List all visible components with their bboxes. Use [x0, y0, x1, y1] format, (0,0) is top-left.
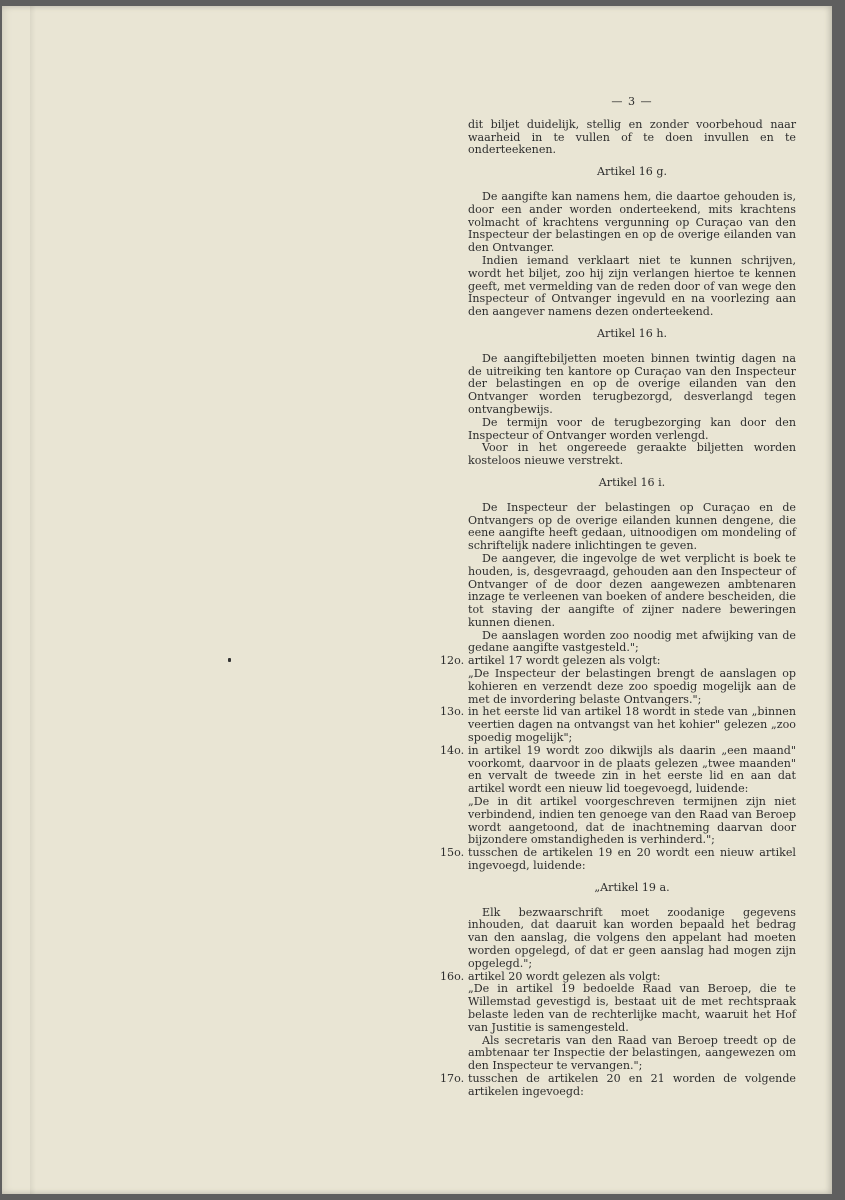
amendment-text: in artikel 19 wordt zoo dikwijls als daarin „een maand" voorkomt, daarvoor in de plaats gelezen „twee maanden" en vervalt de tweede zin in het eerste lid en aan dat artikel wordt een nieuw lid toegevoegd, luidende: — [468, 743, 796, 796]
paragraph: dit biljet duidelijk, stellig en zonder voorbehoud naar waarheid in te vullen of te doen invullen en te onderteekenen. — [468, 117, 796, 157]
paragraph: Indien iemand verklaart niet te kunnen schrijven, wordt het biljet, zoo hij zijn verlangen hiertoe te kennen geeft, met vermelding van de reden door of van wege den Inspecteur of Ontvanger ingevuld en na voorlezing aan den aangever namens dezen onderteekend. — [468, 253, 796, 319]
numbered-amendment — [440, 969, 796, 984]
paragraph: Als secretaris van den Raad van Beroep treedt op de ambtenaar ter Inspectie der belastingen, aangewezen om den Inspecteur te vervangen."; — [468, 1033, 796, 1073]
page-fold-shadow — [30, 6, 36, 1194]
paragraph: De aangiftebiljetten moeten binnen twintig dagen na de uitreiking ten kantore op Curaçao van den Inspecteur der belastingen en op de overige eilanden van den Ontvanger worden terugbezorgd, desverlangd tegen ontvangbewijs. — [468, 351, 796, 416]
paragraph: „De Inspecteur der belastingen brengt de aanslagen op kohieren en verzendt deze zoo spoedig mogelijk aan de met de invordering belaste Ontvangers."; — [468, 667, 796, 706]
amendment-text: tusschen de artikelen 19 en 20 wordt een nieuw artikel ingevoegd, luidende: — [468, 846, 796, 873]
amendment-number: 16o. — [440, 969, 465, 983]
article-heading: Artikel 16 h. — [597, 326, 667, 340]
paragraph: De aangever, die ingevolge de wet verplicht is boek te houden, is, desgevraagd, gehouden aan den Inspecteur of Ontvanger of de door dezen aangewezen ambtenaren inzage te verleenen van boeken of andere bescheiden, die tot staving der aangifte of zijner nadere beweringen kunnen dienen. — [468, 551, 796, 629]
paragraph: „De in artikel 19 bedoelde Raad van Beroep, die te Willemstad gevestigd is, bestaat uit de met rechtspraak belaste leden van de rechterlijke macht, waaruit het Hof van Justitie is samengesteld. — [468, 982, 796, 1034]
article-heading: Artikel 16 g. — [597, 165, 667, 179]
amendment-text: artikel 17 wordt gelezen als volgt: — [468, 654, 661, 668]
numbered-amendment — [440, 846, 796, 873]
numbered-amendment — [440, 705, 796, 745]
article-heading: Artikel 16 i. — [598, 475, 666, 489]
paragraph: De termijn voor de terugbezorging kan door den Inspecteur of Ontvanger worden verlengd. — [468, 415, 796, 442]
article-heading: „Artikel 19 a. — [594, 880, 670, 894]
article-text-column — [440, 95, 796, 1099]
numbered-amendment — [440, 743, 796, 796]
amendment-text: tusschen de artikelen 20 en 21 worden de volgende artikelen ingevoegd: — [468, 1071, 796, 1098]
amendment-number: 15o. — [440, 846, 465, 860]
amendment-text: in het eerste lid van artikel 18 wordt in stede van „binnen veertien dagen na ontvangst van het kohier" gelezen „zoo spoedig mogelijk"; — [468, 705, 796, 745]
paragraph: De aangifte kan namens hem, die daartoe gehouden is, door een ander worden onderteekend, mits krachtens volmacht of krachtens vergunning op Curaçao van den Inspecteur der belastingen en op de overige eilanden van den Ontvanger. — [468, 189, 796, 255]
amendment-number: 12o. — [440, 654, 465, 668]
amendment-number: 14o. — [440, 743, 465, 757]
numbered-amendment — [440, 1071, 796, 1099]
amendment-text: artikel 20 wordt gelezen als volgt: — [468, 969, 661, 983]
amendment-number: 13o. — [440, 705, 465, 719]
paragraph: De Inspecteur der belastingen op Curaçao en de Ontvangers op de overige eilanden kunnen dengene, die eene aangifte heeft gedaan, uitnoodigen om mondeling of schriftelijk nadere inlichtingen te geven. — [468, 500, 796, 553]
paragraph: Voor in het ongereede geraakte biljetten worden kosteloos nieuwe verstrekt. — [468, 441, 796, 468]
paragraph: De aanslagen worden zoo noodig met afwijking van de gedane aangifte vastgesteld."; — [468, 628, 796, 655]
numbered-amendment — [440, 654, 796, 668]
margin-speck — [228, 658, 231, 662]
paragraph: „De in dit artikel voorgeschreven termijnen zijn niet verbindend, indien ten genoege van den Raad van Beroep wordt aangetoond, dat de inachtneming daarvan door bijzondere omstandigheden is verhinderd."; — [468, 795, 796, 847]
page-number: — 3 — — [611, 95, 653, 108]
paragraph: Elk bezwaarschrift moet zoodanige gegevens inhouden, dat daaruit kan worden bepaald het bedrag van den aanslag, die volgens den appelant had moeten worden opgelegd, of dat er geen aanslag had mogen zijn opgelegd."; — [468, 905, 796, 970]
amendment-number: 17o. — [440, 1071, 465, 1085]
